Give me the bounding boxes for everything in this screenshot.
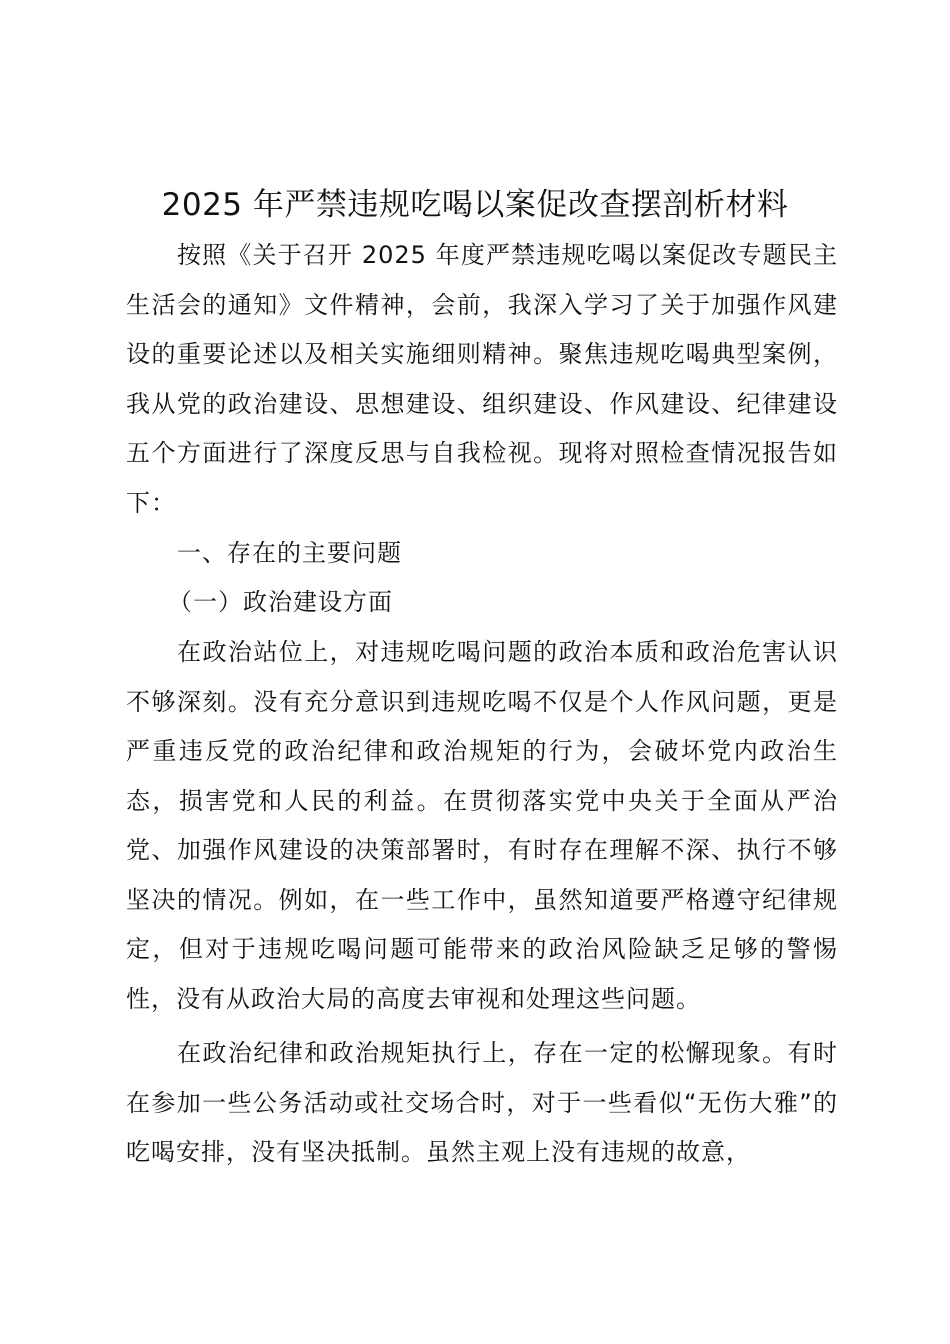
paragraph-political-discipline: 在政治纪律和政治规矩执行上，存在一定的松懈现象。有时在参加一些公务活动或社交场合时，对于一些看似“无伤大雅”的吃喝安排，没有坚决抵制。虽然主观上没有违规的故意， — [126, 1039, 838, 1166]
section-heading-problems: 一、存在的主要问题 — [177, 539, 402, 567]
subsection-heading-political: （一）政治建设方面 — [168, 588, 393, 616]
document-title: 2025 年严禁违规吃喝以案促改查摆剖析材料 — [161, 187, 789, 223]
intro-paragraph: 按照《关于召开 2025 年度严禁违规吃喝以案促改专题民主生活会的通知》文件精神，会前，我深入学习了关于加强作风建设的重要论述以及相关实施细则精神。聚焦违规吃喝典型案例，我从党的政治建设、思想建设、组织建设、作风建设、纪律建设五个方面进行了深度反思与自我检视。现将对照检查情况报告如下： — [126, 241, 838, 517]
paragraph-political-stance: 在政治站位上，对违规吃喝问题的政治本质和政治危害认识不够深刻。没有充分意识到违规吃喝不仅是个人作风问题，更是严重违反党的政治纪律和政治规矩的行为，会破坏党内政治生态，损害党和人民的利益。在贯彻落实党中央关于全面从严治党、加强作风建设的决策部署时，有时存在理解不深、执行不够坚决的情况。例如，在一些工作中，虽然知道要严格遵守纪律规定，但对于违规吃喝问题可能带来的政治风险缺乏足够的警惕性，没有从政治大局的高度去审视和处理这些问题。 — [126, 638, 838, 1013]
